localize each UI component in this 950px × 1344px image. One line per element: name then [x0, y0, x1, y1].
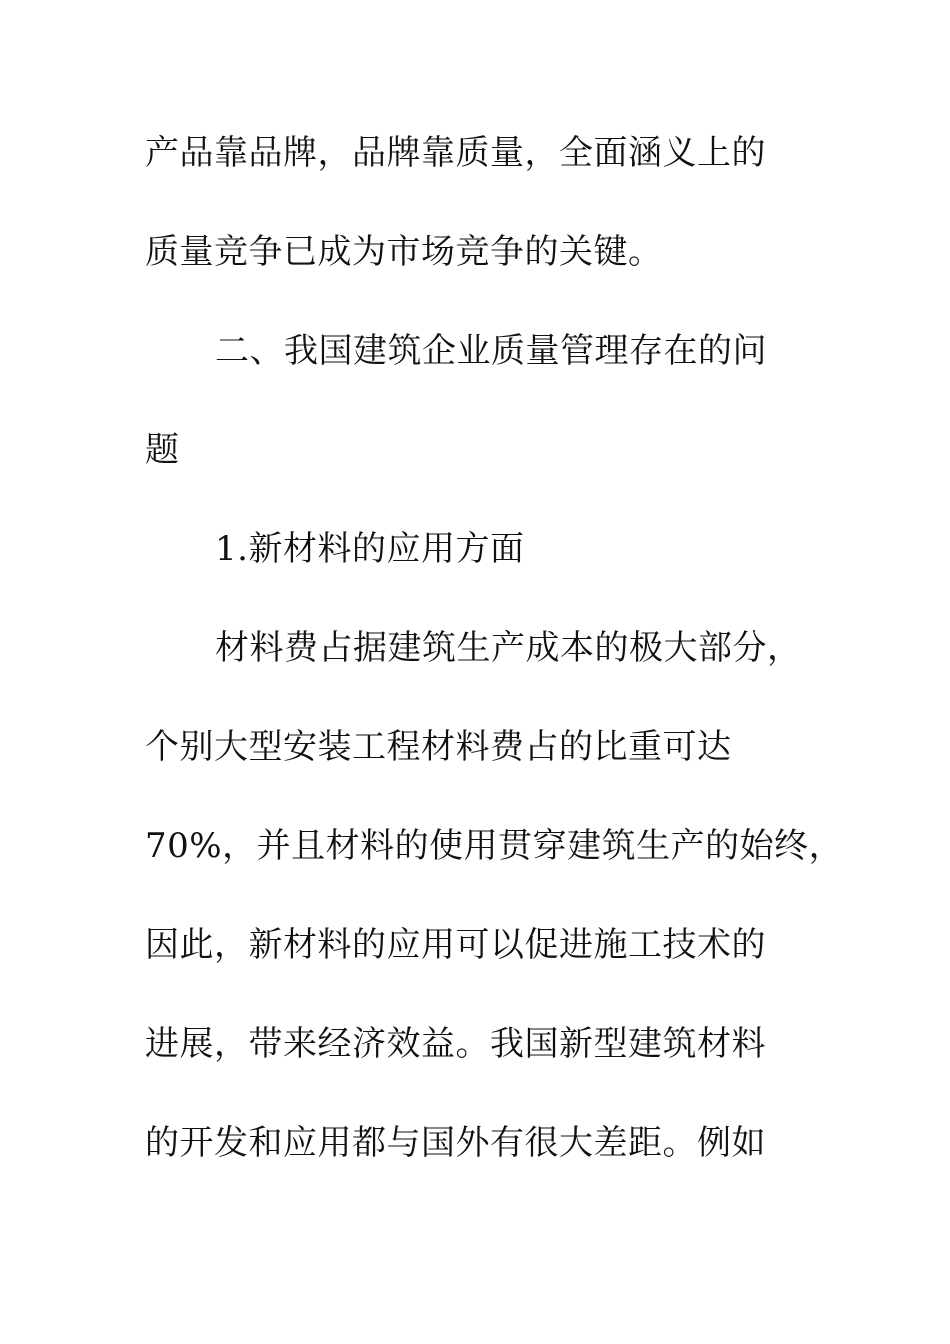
paragraph-line-2: 质量竞争已成为市场竞争的关键。: [145, 232, 663, 272]
paragraph-line-4: 个别大型安装工程材料费占的比重可达: [145, 727, 732, 767]
section-heading-line-1: 二、我国建筑企业质量管理存在的问: [215, 331, 767, 371]
paragraph-line-7: 进展，带来经济效益。我国新型建筑材料: [145, 1024, 766, 1064]
section-heading-line-2: 题: [145, 430, 180, 470]
paragraph-line-5: 70%，并且材料的使用贯穿建筑生产的始终，: [145, 826, 844, 866]
paragraph-line-1: 产品靠品牌，品牌靠质量，全面涵义上的: [145, 133, 766, 173]
paragraph-line-6: 因此，新材料的应用可以促进施工技术的: [145, 925, 766, 965]
paragraph-line-3: 材料费占据建筑生产成本的极大部分，: [215, 628, 802, 668]
paragraph-line-8: 的开发和应用都与国外有很大差距。例如: [145, 1123, 766, 1163]
subsection-heading: 1.新材料的应用方面: [215, 529, 525, 569]
